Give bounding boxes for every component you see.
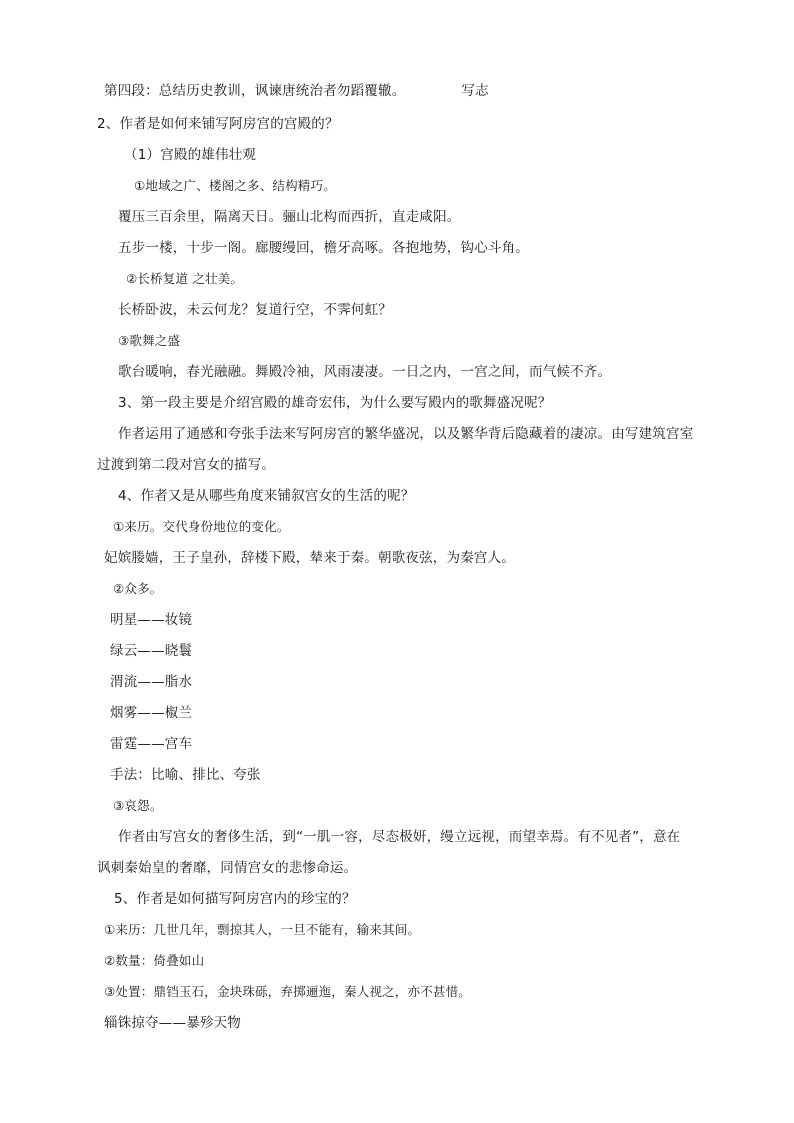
answer-paragraph-cont: 讽刺秦始皇的奢靡，同情宫女的悲惨命运。 xyxy=(97,860,358,876)
question-4: 4、作者又是从哪些角度来铺叙宫女的生活的呢？ xyxy=(118,488,415,504)
question-2: 2、作者是如何来铺写阿房宫的宫殿的？ xyxy=(97,116,339,132)
point-2-bridges: ②长桥复道 之壮美。 xyxy=(126,271,244,286)
pair-item: 雷霆——宫车 xyxy=(110,736,193,752)
subheading-palace-grandeur: （1）宫殿的雄伟壮观 xyxy=(124,147,257,163)
point-3-songs-dances: ③歌舞之盛 xyxy=(118,333,181,348)
answer-paragraph-cont: 过渡到第二段对宫女的描写。 xyxy=(97,457,276,473)
treasure-amount: ②数量：倚叠如山 xyxy=(104,953,205,968)
quote-line: 五步一楼，十步一阁。廊腰缦回，檐牙高啄。各抱地势，钩心斗角。 xyxy=(118,240,529,256)
point-3-grievance: ③哀怨。 xyxy=(113,798,163,813)
paragraph-line xyxy=(104,81,489,101)
quote-line: 歌台暖响，春光融融。舞殿冷袖，风雨凄凄。一日之内，一宫之间，而气候不齐。 xyxy=(118,364,612,380)
section-four-summary: 第四段：总结历史教训，讽谏唐统治者勿蹈覆辙。 xyxy=(104,83,406,99)
technique-line: 手法：比喻、排比、夸张 xyxy=(110,767,261,783)
answer-paragraph: 作者运用了通感和夸张手法来写阿房宫的繁华盛况，以及繁华背后隐藏着的凄凉。由写建筑宫室 xyxy=(118,426,694,442)
treasure-handling: ③处置：鼎铛玉石，金块珠砾，弃掷逦迤，秦人视之，亦不甚惜。 xyxy=(104,984,472,999)
pair-item: 明星——妆镜 xyxy=(110,612,193,628)
quote-line: 长桥卧波，未云何龙？复道行空，不霁何虹？ xyxy=(118,302,392,318)
question-5: 5、作者是如何描写阿房宫内的珍宝的？ xyxy=(114,891,356,907)
point-1-origin: ①来历。交代身份地位的变化。 xyxy=(113,519,290,534)
conclusion-line: 辎铢掠夺——暴殄天物 xyxy=(104,1015,241,1031)
pair-item: 绿云——晓鬟 xyxy=(110,643,193,659)
treasure-origin: ①来历：几世几年，剽掠其人，一旦不能有，输来其间。 xyxy=(104,922,421,937)
question-3: 3、第一段主要是介绍宫殿的雄奇宏伟，为什么要写殿内的歌舞盛况呢？ xyxy=(118,395,552,411)
quote-line: 覆压三百余里，隔离天日。骊山北构而西折，直走咸阳。 xyxy=(118,209,461,225)
quote-line: 妃嫔媵嫱，王子皇孙，辞楼下殿，辇来于秦。朝歌夜弦，为秦宫人。 xyxy=(104,550,515,566)
point-2-numerous: ②众多。 xyxy=(113,581,163,596)
pair-item: 烟雾——椒兰 xyxy=(110,705,193,721)
pair-item: 渭流——脂水 xyxy=(110,674,193,690)
answer-paragraph: 作者由写宫女的奢侈生活，到“一肌一容，尽态极妍，缦立远视，而望幸焉。有不见者”，意在 xyxy=(118,829,681,845)
section-four-tag: 写志 xyxy=(461,83,489,99)
point-1-scale: ①地域之广、楼阁之多、结构精巧。 xyxy=(134,178,336,193)
